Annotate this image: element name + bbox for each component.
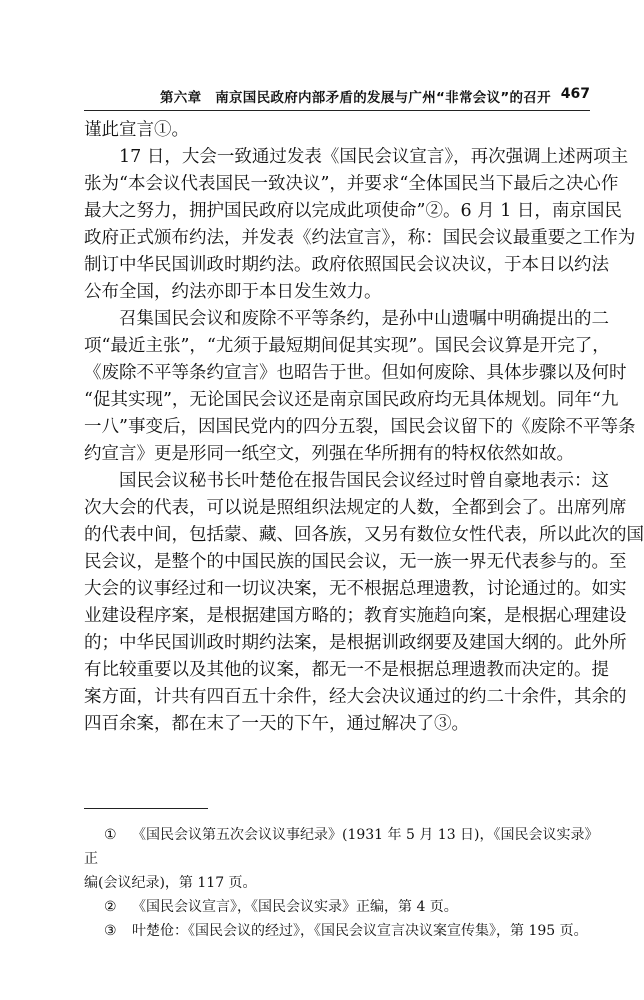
footnote [84,823,594,895]
footnote-text: 叶楚伧：《国民会议的经过》，《国民会议宣言决议案宣传集》，第 195 页。 [132,923,588,939]
text-line: 约宣言》更是形同一纸空文，列强在华所拥有的特权依然如故。 [84,444,574,464]
text-line: 大会的议事经过和一切议决案，无不根据总理遗教，讨论通过的。如实 [84,579,627,599]
paragraph [84,117,594,144]
text-line: 制订中华民国训政时期约法。政府依照国民会议决议，于本日以约法 [84,255,609,275]
footnote-mark: ② [104,899,117,915]
footnote-text: 编(会议纪录)，第 117 页。 [84,875,257,891]
footnote-text: 《国民会议宣言》，《国民会议实录》正编，第 4 页。 [132,899,458,915]
text-line: 民会议，是整个的中国民族的国民会议，无一族一界无代表参与的。至 [84,552,627,572]
paragraph [84,468,644,738]
text-line: 四百余案，都在末了一天的下午，通过解决了③。 [84,714,469,734]
text-line: 政府正式颁布约法，并发表《约法宣言》，称：国民会议最重要之工作为 [84,228,636,248]
footnote-mark: ① [104,827,117,843]
text-line: 的代表中间，包括蒙、藏、回各族，又另有数位女性代表，所以此次的国 [84,525,644,545]
text-line: 国民会议秘书长叶楚伧在报告国民会议经过时曾自豪地表示：这 [119,471,609,491]
text-line: 有比较重要以及其他的议案，都无一不是根据总理遗教而决定的。提 [84,660,609,680]
text-line: 《废除不平等条约宣言》也昭告于世。但如何废除、具体步骤以及何时 [84,363,627,383]
text-line: 案方面，计共有四百五十余件，经大会决议通过的约二十余件，其余的 [84,687,627,707]
text-line: 17 日，大会一致通过发表《国民会议宣言》，再次强调上述两项主 [119,147,629,167]
chapter-title: 第六章 南京国民政府内部矛盾的发展与广州“非常会议”的召开 [160,90,551,106]
footnote-text: 《国民会议第五次会议议事纪录》(1931 年 5 月 13 日)，《国民会议实录》正 [84,827,592,867]
text-line: 项“最近主张”，“尤须于最短期间促其实现”。国民会议算是开完了， [84,336,610,356]
paragraph [84,144,636,306]
page-number: 467 [560,86,590,102]
text-line: 次大会的代表，可以说是照组织法规定的人数，全都到会了。出席列席 [84,498,627,518]
text-line: 最大之努力，拥护国民政府以完成此项使命”②。6 月 1 日，南京国民 [84,201,622,221]
text-line: 业建设程序案，是根据建国方略的；教育实施趋向案，是根据心理建设 [84,606,627,626]
paragraph [84,306,636,468]
footnote [84,919,594,943]
text-line: 召集国民会议和废除不平等条约，是孙中山遗嘱中明确提出的二 [119,309,609,329]
text-line: 张为“本会议代表国民一致决议”，并要求“全体国民当下最后之决心作 [84,174,619,194]
footnote-divider [84,808,208,809]
footnote-mark: ③ [104,923,117,939]
text-line: 公布全国，约法亦即于本日发生效力。 [84,282,382,302]
text-line: 的；中华民国训政时期约法案，是根据训政纲要及建国大纲的。此外所 [84,633,627,653]
text-line: 一八”事变后，因国民党内的四分五裂，国民会议留下的《废除不平等条 [84,417,636,437]
running-header [84,84,590,111]
footnotes [84,823,594,943]
footnote [84,895,594,919]
text-line: 谨此宣言①。 [84,120,189,140]
text-line: “促其实现”，无论国民会议还是南京国民政府均无具体规划。同年“九 [84,390,619,410]
body-text [84,117,644,738]
